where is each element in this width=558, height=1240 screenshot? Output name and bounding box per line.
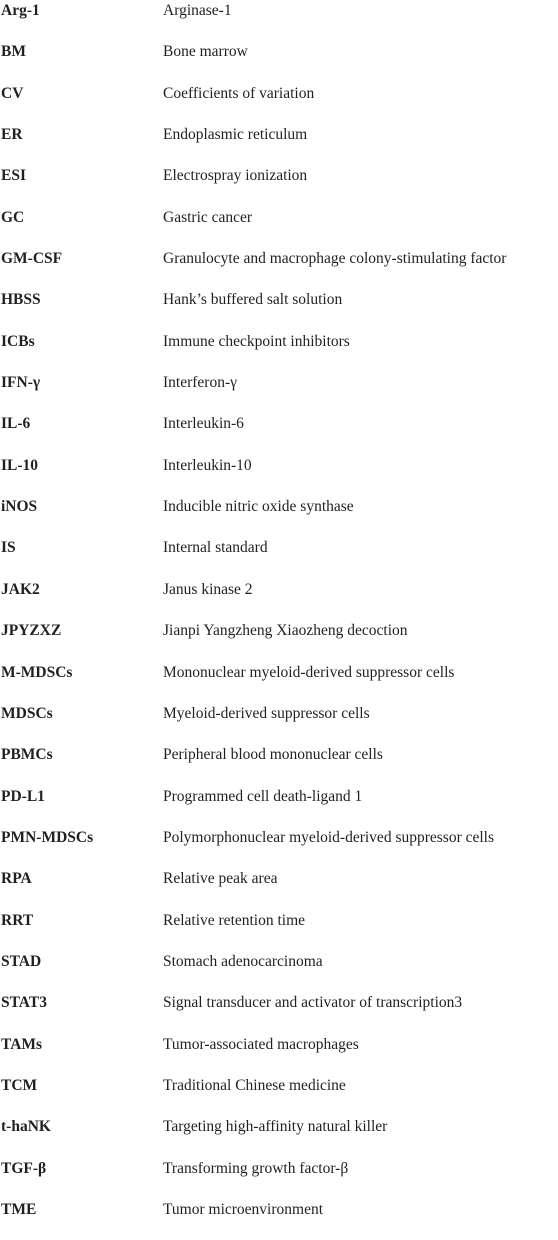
abbreviation-definition: Programmed cell death-ligand 1 <box>163 787 363 805</box>
abbreviation-definition: Targeting high-affinity natural killer <box>163 1118 388 1136</box>
abbreviation-definition: Immune checkpoint inhibitors <box>163 332 350 350</box>
abbreviation-row <box>0 827 558 868</box>
abbreviation-row <box>0 165 558 206</box>
abbreviation-row <box>0 0 558 41</box>
abbreviation-definition: Tumor microenvironment <box>163 1200 324 1218</box>
abbreviation-term: IL-10 <box>1 456 39 474</box>
abbreviation-term: MDSCs <box>1 704 53 722</box>
abbreviation-row <box>0 620 558 661</box>
abbreviation-row <box>0 1116 558 1157</box>
abbreviation-row <box>0 83 558 124</box>
abbreviation-term: JAK2 <box>1 580 40 598</box>
abbreviation-row <box>0 1158 558 1199</box>
abbreviation-term: RPA <box>1 870 32 888</box>
abbreviation-row <box>0 331 558 372</box>
abbreviation-row <box>0 1199 558 1240</box>
abbreviation-definition: Interleukin-10 <box>163 456 252 474</box>
abbreviation-definition: Stomach adenocarcinoma <box>163 952 323 970</box>
abbreviation-definition: Interferon-γ <box>163 374 237 392</box>
abbreviation-definition: Tumor-associated macrophages <box>163 1035 359 1053</box>
abbreviation-term: JPYZXZ <box>1 622 62 640</box>
abbreviation-term: ESI <box>1 167 26 185</box>
abbreviation-term: PMN-MDSCs <box>1 828 94 846</box>
abbreviation-term: PD-L1 <box>1 787 45 805</box>
abbreviation-term: STAT3 <box>1 994 47 1012</box>
abbreviation-row <box>0 248 558 289</box>
abbreviation-term: TGF-β <box>1 1159 47 1177</box>
abbreviation-row <box>0 744 558 785</box>
abbreviation-definition: Endoplasmic reticulum <box>163 126 308 144</box>
abbreviation-definition: Polymorphonuclear myeloid-derived suppressor cells <box>163 828 495 846</box>
abbreviation-row <box>0 579 558 620</box>
abbreviation-term: M-MDSCs <box>1 663 73 681</box>
abbreviation-term: Arg-1 <box>1 2 40 19</box>
abbreviation-definition: Peripheral blood mononuclear cells <box>163 746 383 764</box>
abbreviation-definition: Electrospray ionization <box>163 167 308 185</box>
abbreviation-row <box>0 910 558 951</box>
abbreviation-term: CV <box>1 84 24 102</box>
abbreviation-row <box>0 41 558 82</box>
abbreviation-term: iNOS <box>1 498 38 516</box>
abbreviation-definition: Interleukin-6 <box>163 415 244 433</box>
abbreviation-term: GC <box>1 208 25 226</box>
abbreviation-term: ICBs <box>1 332 35 350</box>
abbreviation-row <box>0 124 558 165</box>
abbreviation-row <box>0 496 558 537</box>
abbreviation-definition: Signal transducer and activator of transcription3 <box>163 994 463 1012</box>
abbreviation-definition: Traditional Chinese medicine <box>163 1076 346 1094</box>
abbreviation-term: TCM <box>1 1076 38 1094</box>
abbreviation-definition: Myeloid-derived suppressor cells <box>163 704 370 722</box>
abbreviation-row <box>0 1034 558 1075</box>
abbreviation-definition: Transforming growth factor-β <box>163 1159 349 1177</box>
abbreviation-term: HBSS <box>1 291 41 309</box>
abbreviation-row <box>0 1075 558 1116</box>
abbreviation-definition: Jianpi Yangzheng Xiaozheng decoction <box>163 622 408 640</box>
abbreviation-term: IL-6 <box>1 415 31 433</box>
abbreviation-definition: Relative retention time <box>163 911 306 929</box>
abbreviation-row <box>0 289 558 330</box>
abbreviation-term: IS <box>1 539 16 557</box>
abbreviation-definition: Coefficients of variation <box>163 84 315 102</box>
abbreviation-row <box>0 207 558 248</box>
abbreviation-definition: Bone marrow <box>163 43 248 61</box>
abbreviation-term: PBMCs <box>1 746 53 764</box>
abbreviation-definition: Relative peak area <box>163 870 278 888</box>
abbreviation-definition: Arginase-1 <box>163 2 232 19</box>
abbreviation-row <box>0 413 558 454</box>
abbreviation-row <box>0 868 558 909</box>
abbreviation-term: TAMs <box>1 1035 43 1053</box>
abbreviation-definition: Janus kinase 2 <box>163 580 253 598</box>
abbreviation-row <box>0 372 558 413</box>
abbreviation-term: BM <box>1 43 26 61</box>
abbreviation-term: GM-CSF <box>1 250 63 268</box>
abbreviation-row <box>0 951 558 992</box>
abbreviation-term: t-haNK <box>1 1118 51 1136</box>
abbreviation-definition: Mononuclear myeloid-derived suppressor cells <box>163 663 455 681</box>
abbreviation-term: TME <box>1 1200 37 1218</box>
abbreviation-term: RRT <box>1 911 34 929</box>
abbreviation-row <box>0 703 558 744</box>
abbreviation-definition: Hank’s buffered salt solution <box>163 291 343 309</box>
abbreviation-definition: Internal standard <box>163 539 268 557</box>
abbreviation-row <box>0 786 558 827</box>
abbreviation-row <box>0 992 558 1033</box>
abbreviation-definition: Inducible nitric oxide synthase <box>163 498 354 516</box>
abbreviation-row <box>0 537 558 578</box>
abbreviation-term: ER <box>1 126 23 144</box>
abbreviation-term: IFN-γ <box>1 374 41 392</box>
abbreviation-definition: Granulocyte and macrophage colony-stimulating factor <box>163 250 507 268</box>
abbreviation-term: STAD <box>1 952 42 970</box>
abbreviation-row <box>0 662 558 703</box>
abbreviation-definition: Gastric cancer <box>163 208 253 226</box>
abbreviation-row <box>0 455 558 496</box>
